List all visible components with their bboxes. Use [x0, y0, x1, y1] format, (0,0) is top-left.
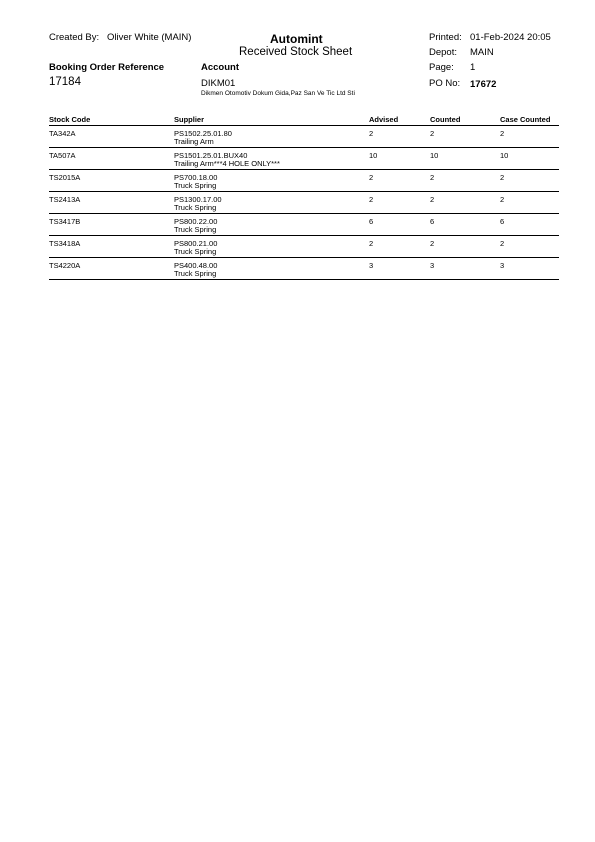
table-row [49, 236, 559, 258]
cell-supplier: PS700.18.00 [174, 173, 218, 182]
cell-advised: 6 [369, 217, 374, 226]
cell-description: Truck Spring [174, 181, 217, 190]
cell-counted: 2 [430, 129, 435, 138]
table-row [49, 126, 559, 148]
page-value: 1 [470, 62, 476, 73]
table-header [49, 113, 559, 126]
cell-advised: 2 [369, 195, 374, 204]
cell-counted: 6 [430, 217, 435, 226]
po-value: 17672 [470, 79, 497, 90]
depot-value: MAIN [470, 47, 494, 58]
column-counted: Counted [430, 115, 461, 124]
cell-case-counted: 6 [500, 217, 505, 226]
cell-stock-code: TA507A [49, 151, 76, 160]
column-advised: Advised [369, 115, 399, 124]
cell-counted: 2 [430, 239, 435, 248]
column-case-counted: Case Counted [500, 115, 551, 124]
cell-stock-code: TA342A [49, 129, 76, 138]
booking-ref-value: 17184 [49, 76, 81, 88]
cell-advised: 2 [369, 239, 374, 248]
cell-case-counted: 2 [500, 239, 505, 248]
table-row [49, 148, 559, 170]
cell-advised: 10 [369, 151, 378, 160]
cell-description: Truck Spring [174, 225, 217, 234]
depot-label: Depot: [429, 47, 457, 58]
sheet-title: Received Stock Sheet [239, 46, 353, 58]
cell-counted: 3 [430, 261, 435, 270]
cell-advised: 2 [369, 173, 374, 182]
cell-stock-code: TS3418A [49, 239, 81, 248]
cell-counted: 2 [430, 173, 435, 182]
created-by-value: Oliver White (MAIN) [107, 32, 192, 43]
table-row [49, 192, 559, 214]
printed-value: 01-Feb-2024 20:05 [470, 32, 551, 43]
cell-stock-code: TS2413A [49, 195, 81, 204]
column-stock-code: Stock Code [49, 115, 91, 124]
account-label: Account [201, 62, 239, 73]
account-name: Dikmen Otomotiv Dokum Gida,Paz San Ve Tic Ltd Sti [201, 90, 355, 97]
cell-description: Truck Spring [174, 203, 217, 212]
cell-supplier: PS1501.25.01.BUX40 [174, 151, 248, 160]
cell-supplier: PS400.48.00 [174, 261, 218, 270]
cell-advised: 2 [369, 129, 374, 138]
cell-advised: 3 [369, 261, 374, 270]
table-row [49, 214, 559, 236]
cell-description: Truck Spring [174, 247, 217, 256]
printed-label: Printed: [429, 32, 462, 43]
page-label: Page: [429, 62, 454, 73]
cell-case-counted: 2 [500, 173, 505, 182]
cell-description: Trailing Arm [174, 137, 214, 146]
po-label: PO No: [429, 78, 461, 89]
cell-description: Truck Spring [174, 269, 217, 278]
cell-counted: 10 [430, 151, 439, 160]
cell-supplier: PS1502.25.01.80 [174, 129, 232, 138]
cell-case-counted: 2 [500, 195, 505, 204]
table-row [49, 258, 559, 280]
cell-counted: 2 [430, 195, 435, 204]
cell-stock-code: TS3417B [49, 217, 81, 226]
cell-stock-code: TS2015A [49, 173, 81, 182]
booking-ref-label: Booking Order Reference [49, 62, 165, 73]
cell-supplier: PS800.22.00 [174, 217, 218, 226]
company-name: Automint [270, 32, 323, 46]
account-code: DIKM01 [201, 78, 236, 89]
cell-stock-code: TS4220A [49, 261, 81, 270]
column-supplier: Supplier [174, 115, 205, 124]
created-by-label: Created By: [49, 32, 100, 43]
cell-case-counted: 10 [500, 151, 509, 160]
cell-description: Trailing Arm***4 HOLE ONLY*** [174, 159, 280, 168]
cell-case-counted: 2 [500, 129, 505, 138]
table-row [49, 170, 559, 192]
cell-case-counted: 3 [500, 261, 505, 270]
cell-supplier: PS800.21.00 [174, 239, 218, 248]
cell-supplier: PS1300.17.00 [174, 195, 222, 204]
